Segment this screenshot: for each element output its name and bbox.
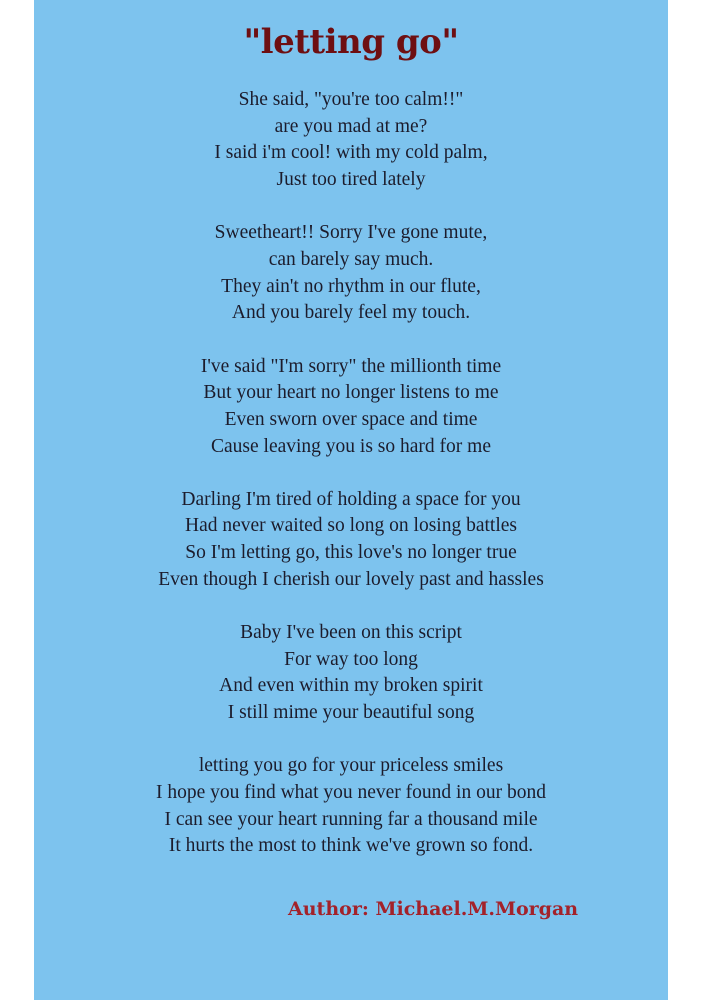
stanza: [34, 220, 668, 327]
poem-line: letting you go for your priceless smiles: [198, 755, 504, 777]
poem-line: I've said "I'm sorry" the millionth time: [200, 355, 502, 377]
poem-line: But your heart no longer listens to me: [203, 382, 499, 404]
poem-line: Cause leaving you is so hard for me: [211, 435, 491, 457]
poem-line: It hurts the most to think we've grown so fond.: [168, 835, 534, 857]
poem-line: And you barely feel my touch.: [231, 302, 471, 324]
author-credit: Author: Michael.M.Morgan: [288, 898, 579, 920]
poem-line: For way too long: [284, 648, 418, 670]
poem-line: Just too tired lately: [276, 169, 426, 191]
stanza: [34, 753, 668, 860]
poem-line: I can see your heart running far a thousand mile: [164, 808, 538, 830]
poem-line: And even within my broken spirit: [219, 675, 483, 697]
poem-card: [34, 0, 668, 1000]
poem-line: She said, "you're too calm!!": [238, 89, 464, 110]
poem-line: Darling I'm tired of holding a space for you: [181, 488, 521, 510]
poem-line: They ain't no rhythm in our flute,: [221, 275, 481, 297]
poem-line: Sweetheart!! Sorry I've gone mute,: [214, 222, 488, 244]
poem-line: I said i'm cool! with my cold palm,: [214, 142, 488, 164]
poem-line: are you mad at me?: [274, 115, 428, 137]
poem-title: "letting go": [243, 22, 459, 62]
stanza: [34, 487, 668, 594]
poem-line: Had never waited so long on losing battles: [185, 515, 517, 537]
poem-line: I hope you find what you never found in our bond: [156, 781, 546, 803]
poem-line: Even sworn over space and time: [224, 408, 478, 430]
poem-body: [34, 87, 668, 887]
poem-line: So I'm letting go, this love's no longer true: [185, 542, 517, 564]
poem-line: can barely say much.: [268, 248, 434, 270]
stanza: [34, 620, 668, 727]
poem-line: Even though I cherish our lovely past and hassles: [158, 568, 544, 590]
poem-line: Baby I've been on this script: [240, 622, 462, 643]
stanza: [34, 354, 668, 461]
stanza: [34, 87, 668, 194]
poem-line: I still mime your beautiful song: [227, 702, 475, 724]
